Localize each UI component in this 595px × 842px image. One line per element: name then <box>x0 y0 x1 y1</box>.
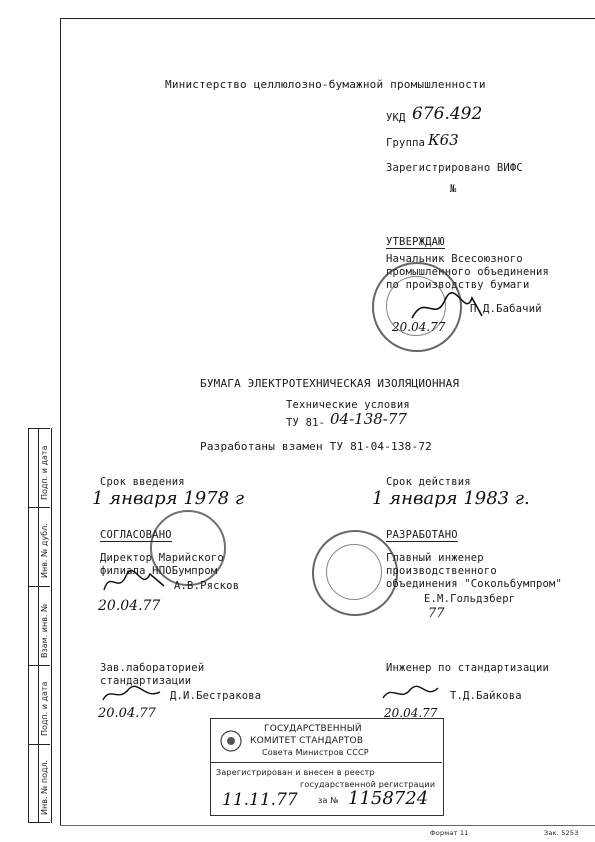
document-code-prefix: ТУ 81- <box>286 417 326 429</box>
engineer-line-1: Инженер по стандартизации <box>386 662 550 674</box>
lab-date: 20.04.77 <box>98 706 156 721</box>
developed-signer: Е.М.Гольдзберг <box>424 593 516 605</box>
gos-stamp-date: 11.11.77 <box>222 790 298 810</box>
side-label-orig-inv: Инв. № подл. <box>40 759 49 815</box>
approval-date: 20.04.77 <box>392 320 446 334</box>
gos-emblem-icon <box>216 726 246 756</box>
developed-line-2: производственного <box>386 565 497 577</box>
gos-stamp-line-5: государственной регистрации <box>300 780 436 789</box>
developed-title: РАЗРАБОТАНО <box>386 529 458 541</box>
agreed-line-2: филиала НПОБумпром <box>100 565 218 577</box>
developed-line-1: Главный инженер <box>386 552 484 564</box>
document-replaces: Разработаны взамен ТУ 81-04-138-72 <box>200 440 432 453</box>
lab-signer: Д.И.Бестракова <box>170 690 262 702</box>
footer-format: Формат 11 <box>430 829 469 837</box>
approval-signature-icon <box>410 288 490 328</box>
agreed-line-1: Директор Марийского <box>100 552 224 564</box>
approval-title: УТВЕРЖДАЮ <box>386 236 445 248</box>
end-date-label: Срок действия <box>386 476 471 488</box>
gos-stamp-number-label: за № <box>318 796 339 805</box>
side-cell-border <box>28 744 50 745</box>
developed-seal-inner-ring <box>326 544 382 600</box>
side-label-sign-date: Подп. и дата <box>40 445 49 500</box>
gos-stamp-divider <box>210 762 442 763</box>
side-label-dup-inv: Инв. № дубл. <box>40 523 49 578</box>
lab-line-1: Зав.лабораторией <box>100 662 205 674</box>
registered-label: Зарегистрировано ВИФС <box>386 162 523 174</box>
side-label-sign-date-2: Подп. и дата <box>40 681 49 736</box>
footer-order: Зак. 5253 <box>544 829 579 837</box>
agreed-title: СОГЛАСОВАНО <box>100 529 172 541</box>
approval-line-1: Начальник Всесоюзного <box>386 253 523 265</box>
document-title: БУМАГА ЭЛЕКТРОТЕХНИЧЕСКАЯ ИЗОЛЯЦИОННАЯ <box>200 377 460 390</box>
developed-line-3: объединения "Сокольбумпром" <box>386 578 563 590</box>
frame-left-line <box>60 18 61 826</box>
frame-bottom-line <box>60 825 595 826</box>
document-code-handwritten: 04-138-77 <box>330 410 407 428</box>
gos-stamp-line-4: Зарегистрирован и внесен в реестр <box>216 768 375 777</box>
side-cell-border <box>28 507 50 508</box>
registration-number-sign: № <box>450 183 457 195</box>
gos-stamp-number: 1158724 <box>348 788 429 809</box>
agreed-date: 20.04.77 <box>98 598 161 614</box>
agreed-signature-icon <box>100 568 170 596</box>
side-strip-divider <box>38 428 39 823</box>
side-cell-border <box>28 586 50 587</box>
ministry-name: Министерство целлюлозно-бумажной промышленности <box>165 78 486 91</box>
approval-signer: П.Д.Бабачий <box>470 303 542 315</box>
engineer-signer: Т.Д.Байкова <box>450 690 522 702</box>
side-cell-border <box>28 822 50 823</box>
gos-stamp-line-3: Совета Министров СССР <box>262 748 369 757</box>
document-subtitle: Технические условия <box>286 399 410 411</box>
start-date-label: Срок введения <box>100 476 185 488</box>
side-cell-border <box>28 428 50 429</box>
agreed-signer: А.В.Рясков <box>174 580 240 592</box>
developed-date: 77 <box>428 606 445 621</box>
engineer-signature-icon <box>380 682 442 704</box>
group-label: Группа <box>386 137 426 149</box>
end-date-value: 1 января 1983 г. <box>372 488 530 509</box>
frame-top-line <box>60 18 595 19</box>
gos-stamp-line-2: КОМИТЕТ СТАНДАРТОВ <box>250 736 364 746</box>
udk-label: УКД <box>386 112 406 124</box>
approval-line-3: по производству бумаги <box>386 279 530 291</box>
side-label-replace-inv: Взам. инв. № <box>40 603 49 658</box>
gos-stamp-line-1: ГОСУДАРСТВЕННЫЙ <box>264 724 362 734</box>
side-cell-border <box>28 665 50 666</box>
group-value: К63 <box>428 131 459 149</box>
lab-line-2: стандартизации <box>100 675 192 687</box>
udk-value: 676.492 <box>412 104 483 124</box>
start-date-value: 1 января 1978 г <box>92 488 244 509</box>
lab-signature-icon <box>100 684 164 706</box>
approval-line-2: промышленного объединения <box>386 266 550 278</box>
engineer-date: 20.04.77 <box>384 706 438 720</box>
